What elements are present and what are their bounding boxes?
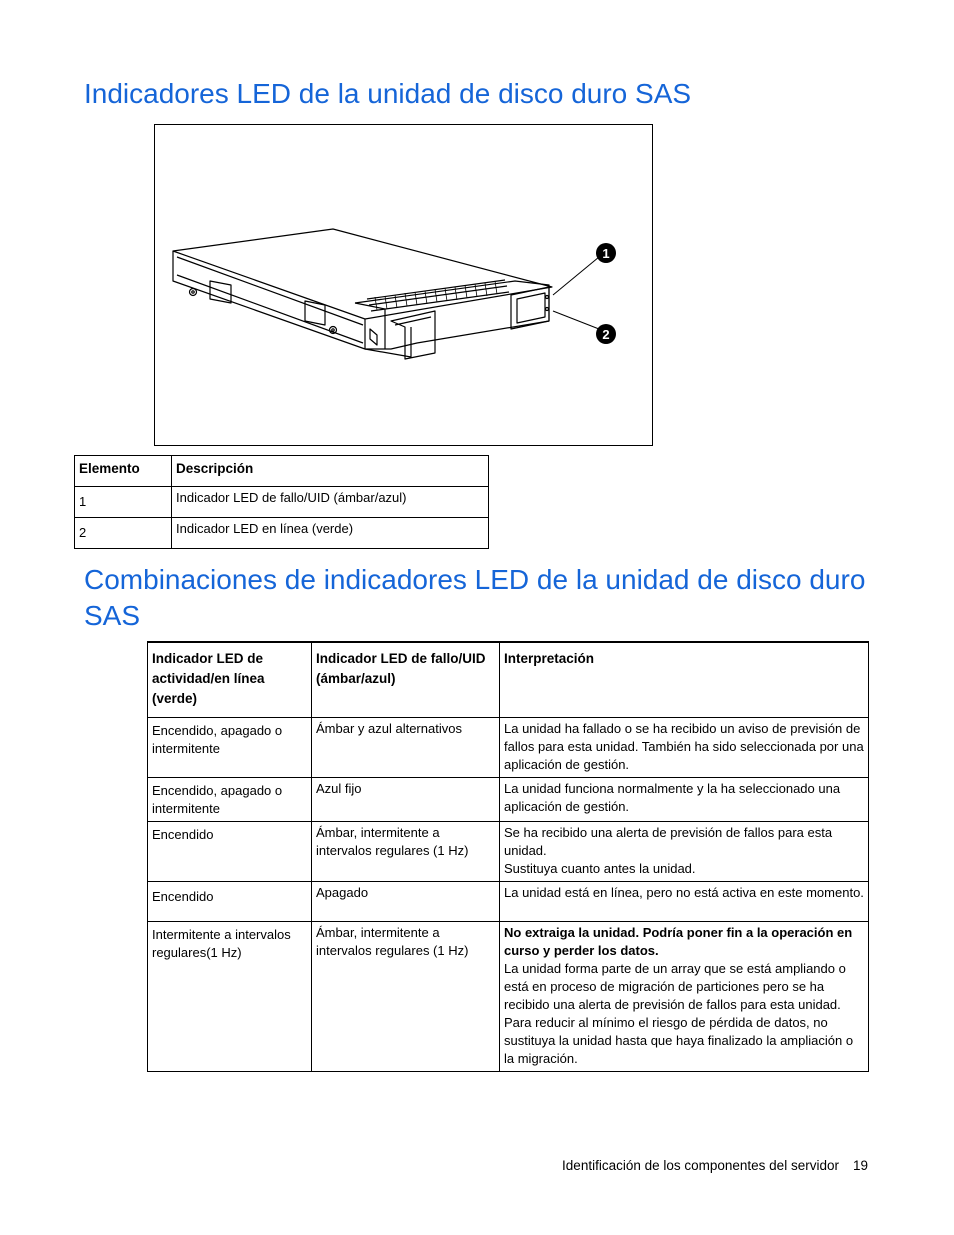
interpretation <box>500 922 869 1072</box>
fault-led-state: Azul fijo <box>312 778 500 822</box>
callout-2 <box>596 324 616 344</box>
table-row <box>148 882 869 922</box>
interpretation: La unidad funciona normalmente y la ha seleccionado una aplicación de gestión. <box>500 778 869 822</box>
column-header: Indicador LED de fallo/UID (ámbar/azul) <box>312 642 500 718</box>
activity-led-state: Intermitente a intervalos regulares(1 Hz) <box>148 922 312 1072</box>
fault-led-state: Ámbar, intermitente a intervalos regulares (1 Hz) <box>312 822 500 882</box>
table-row <box>75 487 489 518</box>
svg-text:2: 2 <box>602 327 610 342</box>
table-row <box>148 718 869 778</box>
interpretation-text: Se ha recibido una alerta de previsión de fallos para esta unidad. <box>504 825 833 858</box>
element-description: Indicador LED de fallo/UID (ámbar/azul) <box>172 487 489 518</box>
column-header: Elemento <box>75 456 172 487</box>
interpretation: La unidad está en línea, pero no está activa en este momento. <box>500 882 869 922</box>
element-description: Indicador LED en línea (verde) <box>172 518 489 549</box>
svg-text:1: 1 <box>602 246 610 261</box>
led-combinations-table <box>147 641 869 1072</box>
page-number: 19 <box>852 1158 868 1173</box>
column-header: Interpretación <box>500 642 869 718</box>
hard-drive-illustration <box>155 125 654 447</box>
table-header-row <box>148 642 869 718</box>
interpretation-text: La unidad forma parte de un array que se está ampliando o está en proceso de migración de particiones pero se ha recibido una alerta de previsión de fallos para esta unidad. Para reducir al mínimo el riesgo de pérdida de datos, no sustituya la unidad hasta que haya finalizado la ampliación o la migración. <box>504 961 854 1066</box>
element-number: 2 <box>75 518 172 549</box>
table-row <box>148 922 869 1072</box>
table-header-row <box>75 456 489 487</box>
page-footer <box>562 1158 868 1173</box>
hard-drive-figure <box>154 124 653 446</box>
callout-1 <box>596 243 616 263</box>
activity-led-state: Encendido <box>148 882 312 922</box>
fault-led-state: Apagado <box>312 882 500 922</box>
column-header: Descripción <box>172 456 489 487</box>
table-row <box>75 518 489 549</box>
interpretation <box>500 822 869 882</box>
activity-led-state: Encendido, apagado o intermitente <box>148 778 312 822</box>
section-title: Indicadores LED de la unidad de disco duro SAS <box>84 78 692 109</box>
interpretation-action: Sustituya cuanto antes la unidad. <box>504 861 696 876</box>
activity-led-state: Encendido <box>148 822 312 882</box>
table-row <box>148 822 869 882</box>
fault-led-state: Ámbar, intermitente a intervalos regulares (1 Hz) <box>312 922 500 1072</box>
element-table <box>74 455 489 549</box>
interpretation: La unidad ha fallado o se ha recibido un aviso de previsión de fallos para esta unidad. También ha sido seleccionada por una aplicación de gestión. <box>500 718 869 778</box>
column-header: Indicador LED de actividad/en línea (verde) <box>148 642 312 718</box>
warning-text: No extraiga la unidad. Podría poner fin a la operación en curso y perder los datos. <box>504 925 853 958</box>
table-row <box>148 778 869 822</box>
fault-led-state: Ámbar y azul alternativos <box>312 718 500 778</box>
element-number: 1 <box>75 487 172 518</box>
activity-led-state: Encendido, apagado o intermitente <box>148 718 312 778</box>
section-title: Combinaciones de indicadores LED de la unidad de disco duro SAS <box>84 564 866 631</box>
footer-section-name: Identificación de los componentes del servidor <box>562 1158 839 1173</box>
